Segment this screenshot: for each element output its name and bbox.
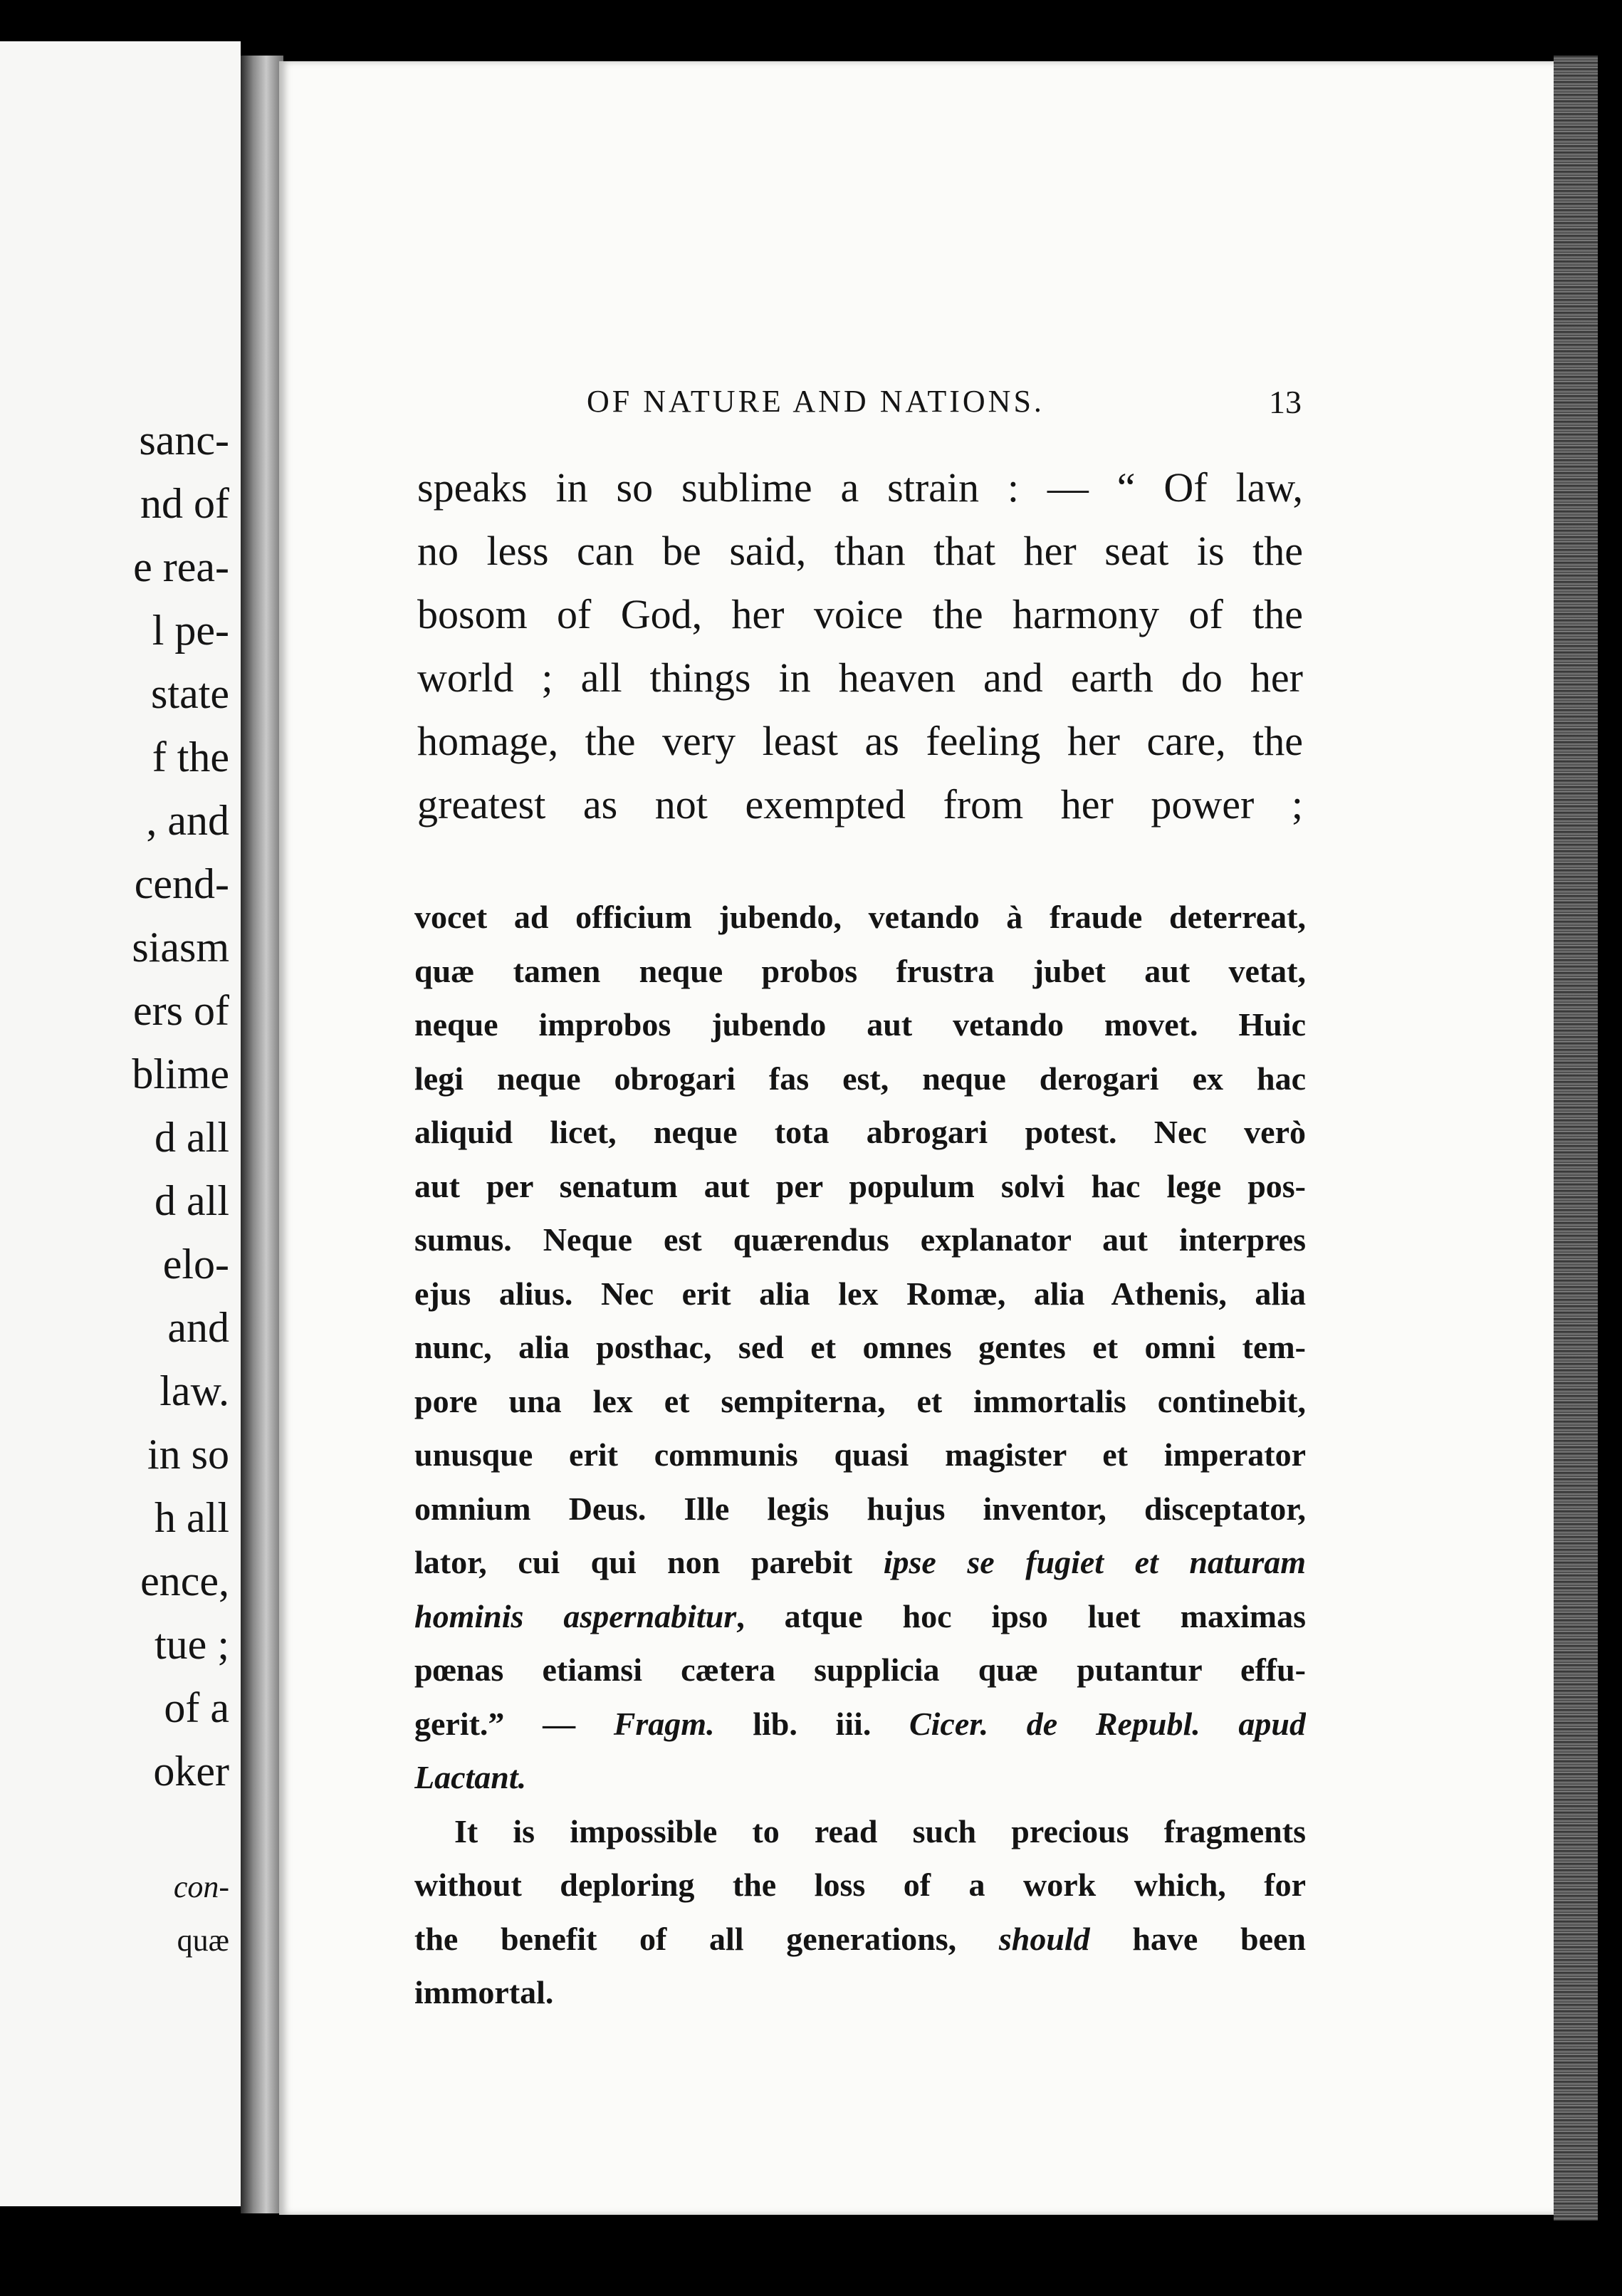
footnote-italic-text: ipse se fugiet et naturam [883,1544,1306,1580]
footnote-line: quæ tamen neque probos frustra jubet aut vetat, [414,952,1306,989]
left-page-line: state [151,670,229,717]
citation-source: Cicer. de Republ. apud [909,1705,1306,1742]
text-line: bosom of God, her voice the harmony of the [417,591,1303,637]
text-line: homage, the very least as feeling her care, the [417,718,1303,764]
left-page-line: of a [164,1684,229,1731]
footnote-line [414,1750,1306,1805]
left-page-line: d all [155,1177,229,1224]
left-page-line: sanc- [139,417,229,464]
text-line: no less can be said, than that her seat is the [417,528,1303,574]
citation-work: Fragm. [613,1705,715,1742]
left-page-line: , and [146,797,229,844]
left-page-line: oker [153,1748,229,1795]
footnote-line: without deploring the loss of a work which, for [414,1867,1306,1903]
left-page-line: ers of [133,987,229,1034]
footnote-line: vocet ad officium jubendo, vetando à fraude deterreat, [414,899,1306,935]
citation-source-end: Lactant. [414,1759,527,1795]
footnote-citation-line [414,1697,1306,1751]
text-line: speaks in so sublime a strain : — “ Of law, [417,464,1303,511]
footnote-text: , atque hoc ipso luet maximas [736,1597,1306,1634]
page-fore-edge [1554,56,1598,2221]
left-page-line: cend- [134,860,229,907]
page-header [279,383,1554,426]
footnote-text: have been [1089,1920,1306,1957]
text-line: greatest as not exempted from her power ; [417,781,1303,828]
footnote-line [414,1912,1306,1966]
footnote-line: pore una lex et sempiterna, et immortalis continebit, [414,1382,1306,1419]
left-page-line: tue ; [155,1621,229,1668]
left-page-footnote-line: con- [173,1869,229,1904]
left-page-line: in so [147,1431,229,1478]
footnote-line [414,1535,1306,1590]
text-line: world ; all things in heaven and earth do her [417,654,1303,701]
footnote-line: omnium Deus. Ille legis hujus inventor, disceptator, [414,1490,1306,1527]
footnote-text: gerit.” — [414,1705,614,1742]
footnote-line: neque improbos jubendo aut vetando movet. Huic [414,1006,1306,1043]
book-gutter [241,56,283,2213]
left-page-footnote-line: quæ [177,1923,229,1958]
right-page [279,61,1554,2215]
left-page-line: blime [132,1050,229,1097]
footnote-line: aliquid licet, neque tota abrogari potest. Nec verò [414,1114,1306,1150]
left-page-line: and [167,1304,229,1351]
footnote-line: legi neque obrogari fas est, neque derogari ex hac [414,1060,1306,1097]
footnote-line: sumus. Neque est quærendus explanator aut interpres [414,1221,1306,1258]
footnote-text: lator, cui qui non parebit [414,1544,884,1580]
footnote-line: aut per senatum aut per populum solvi hac lege pos- [414,1167,1306,1204]
left-page-line: elo- [162,1241,229,1288]
footnote-line: immortal. [414,1974,554,2010]
left-page-line: h all [155,1494,229,1541]
left-page-line: l pe- [152,607,229,654]
main-text [417,456,1303,836]
footnote-line: nunc, alia posthac, sed et omnes gentes et omni tem- [414,1329,1306,1365]
footnote-text: lib. iii. [714,1705,909,1742]
left-page-line: law. [159,1367,229,1414]
left-page-line: ence, [140,1557,229,1604]
footnote-line [414,1590,1306,1644]
footnote-italic-text: hominis aspernabitur [414,1597,737,1634]
left-page-fragment [0,41,241,2206]
footnote-line: ejus alius. Nec erit alia lex Romæ, alia Athenis, alia [414,1275,1306,1312]
footnote-line: It is impossible to read such precious fragments [454,1812,1306,1849]
left-page-line: nd of [140,480,229,527]
page-number: 13 [1269,384,1302,420]
footnote-line: pœnas etiamsi cætera supplicia quæ putantur effu- [414,1651,1306,1688]
left-page-line: f the [152,734,229,781]
footnote-italic-text: should [998,1920,1090,1957]
footnote-text: the benefit of all generations, [414,1920,999,1957]
left-page-line: d all [155,1114,229,1161]
footnote-line: unusque erit communis quasi magister et imperator [414,1436,1306,1473]
running-head: OF NATURE AND NATIONS. [587,384,1045,419]
left-page-line: siasm [132,924,229,971]
footnote [414,890,1306,2020]
left-page-line: e rea- [133,543,229,590]
